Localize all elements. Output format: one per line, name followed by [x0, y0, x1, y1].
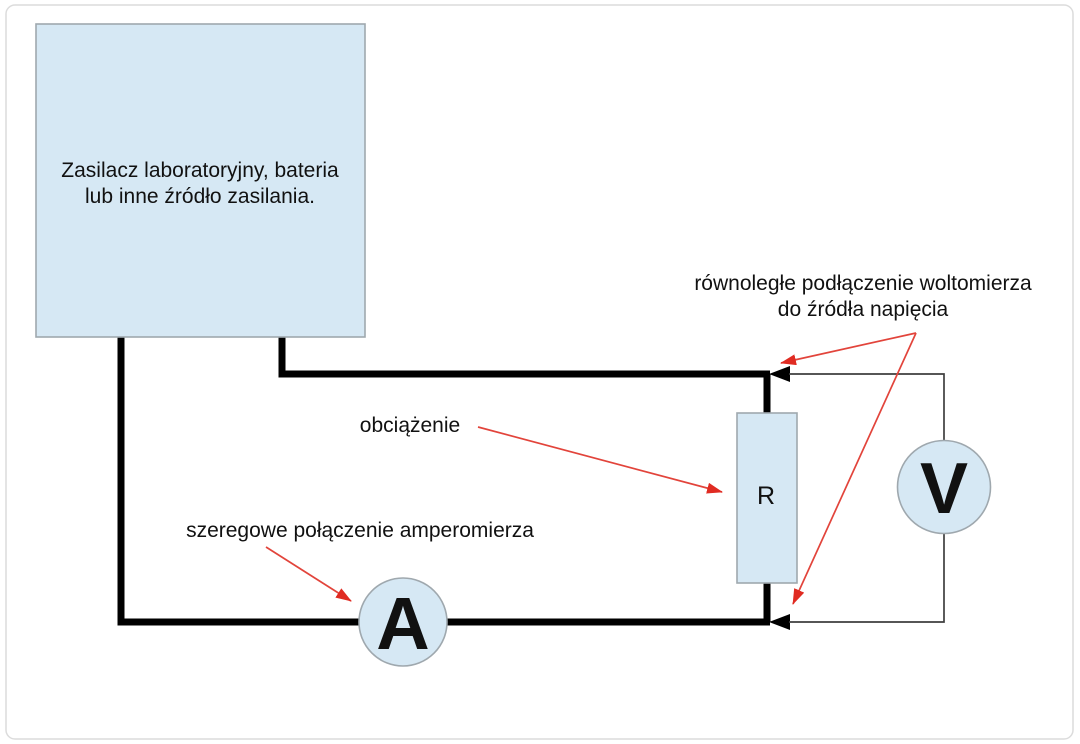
power-supply-label-line1: Zasilacz laboratoryjny, bateria: [61, 159, 339, 182]
ammeter-label: A: [376, 582, 430, 665]
voltmeter-note-line2: do źródła napięcia: [777, 298, 949, 321]
power-supply-label-line2: lub inne źródło zasilania.: [85, 185, 315, 208]
ammeter-note: szeregowe połączenie amperomierza: [186, 519, 534, 542]
voltmeter-label: V: [919, 449, 969, 529]
load-label: obciążenie: [359, 414, 461, 437]
resistor-label: R: [756, 482, 776, 510]
voltmeter-note-line1: równoległe podłączenie woltomierza: [694, 272, 1032, 295]
